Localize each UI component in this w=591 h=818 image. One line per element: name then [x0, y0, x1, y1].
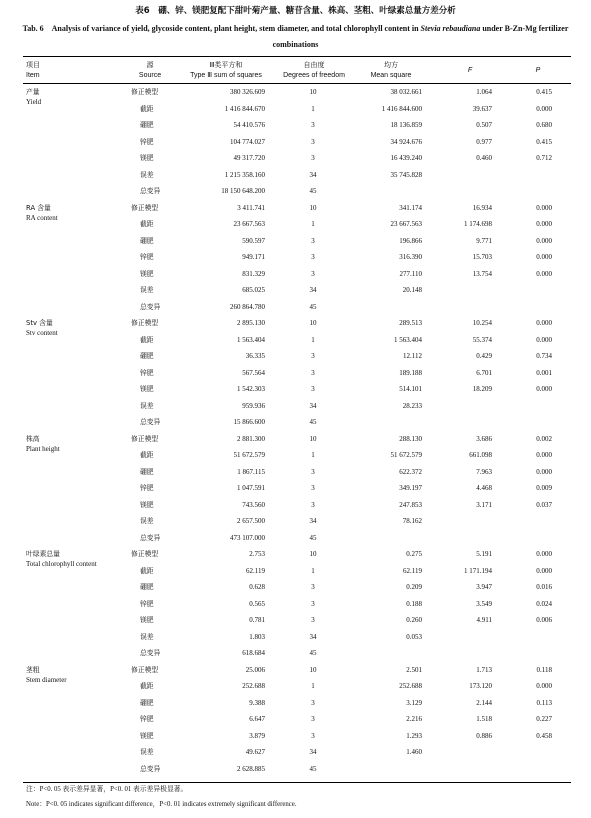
- cell-f-value: 6.701: [476, 368, 492, 377]
- cell-source: 修正模型: [131, 665, 159, 674]
- cell-sum-of-squares: 590.597: [242, 236, 265, 245]
- item-label-cn: 茎粗: [26, 665, 40, 674]
- cell-source: 镁肥: [140, 616, 154, 624]
- header-item: [26, 61, 86, 81]
- cell-f-value: 0.429: [476, 352, 492, 360]
- cell-source: 修正模型: [131, 88, 159, 96]
- cell-f-value: 1 171.194: [464, 566, 492, 575]
- cell-source: 硼肥: [140, 698, 154, 707]
- cell-source: 总变异: [140, 302, 161, 311]
- cell-degrees-of-freedom: 34: [309, 748, 317, 756]
- cell-p-value: 0.000: [536, 550, 552, 558]
- cell-sum-of-squares: 3 411.741: [237, 203, 265, 212]
- cell-sum-of-squares: 36.335: [245, 352, 265, 360]
- cell-mean-square: 62.119: [403, 566, 422, 575]
- cell-mean-square: 1.293: [406, 731, 422, 740]
- cell-degrees-of-freedom: 45: [309, 187, 317, 195]
- item-label-en: Yield: [26, 98, 42, 106]
- cell-source: 修正模型: [131, 550, 159, 558]
- cell-degrees-of-freedom: 3: [311, 616, 315, 624]
- cell-degrees-of-freedom: 3: [311, 236, 315, 245]
- cell-mean-square: 51 672.579: [390, 451, 422, 459]
- title-en-prefix: Tab. 6 Analysis of variance of yield, glycoside content, plant height, stem diameter, and total chlorophyll content in: [22, 24, 421, 33]
- header-source-cn: 源: [146, 62, 154, 69]
- cell-degrees-of-freedom: 45: [309, 764, 317, 773]
- cell-mean-square: 38 032.661: [390, 88, 422, 96]
- item-label-cn: 株高: [26, 434, 40, 443]
- cell-p-value: 0.000: [536, 319, 552, 327]
- header-df-cn: 自由度: [303, 62, 325, 69]
- cell-p-value: 0.006: [536, 616, 552, 624]
- cell-mean-square: 35 745.828: [390, 170, 422, 179]
- cell-sum-of-squares: 1 215 358.160: [224, 170, 265, 179]
- cell-mean-square: 0.053: [406, 632, 422, 641]
- cell-source: 锌肥: [140, 253, 154, 261]
- cell-mean-square: 23 667.563: [390, 220, 422, 228]
- cell-p-value: 0.000: [536, 104, 552, 113]
- cell-mean-square: 12.112: [403, 352, 422, 360]
- cell-degrees-of-freedom: 45: [309, 649, 317, 657]
- cell-sum-of-squares: 6.647: [249, 715, 265, 723]
- cell-f-value: 3.686: [476, 434, 492, 443]
- cell-source: 总变异: [140, 649, 161, 657]
- bottom-rule: [23, 782, 571, 783]
- cell-source: 总变异: [140, 533, 161, 542]
- cell-mean-square: 78.162: [402, 517, 422, 525]
- item-label-cn: Stv 含量: [26, 319, 53, 327]
- cell-f-value: 4.911: [476, 616, 492, 624]
- cell-p-value: 0.680: [536, 121, 552, 129]
- cell-p-value: 0.024: [536, 599, 552, 608]
- cell-source: 误差: [140, 170, 154, 179]
- cell-source: 修正模型: [131, 319, 159, 327]
- cell-source: 误差: [140, 632, 154, 641]
- cell-source: 硼肥: [140, 583, 154, 591]
- cell-p-value: 0.000: [536, 203, 552, 212]
- cell-source: 误差: [140, 401, 154, 410]
- cell-mean-square: 189.188: [399, 368, 422, 377]
- cell-degrees-of-freedom: 3: [311, 484, 315, 492]
- cell-mean-square: 1 563.404: [394, 335, 422, 344]
- cell-sum-of-squares: 51 672.579: [233, 451, 265, 459]
- cell-source: 误差: [140, 286, 154, 294]
- cell-p-value: 0.000: [536, 385, 552, 393]
- item-label-en: Total chlorophyll content: [26, 560, 97, 568]
- cell-sum-of-squares: 2.753: [249, 550, 265, 558]
- cell-f-value: 39.637: [472, 104, 492, 113]
- header-item-en: Item: [26, 72, 40, 79]
- cell-degrees-of-freedom: 1: [311, 104, 315, 113]
- header-f: F: [467, 67, 473, 74]
- cell-sum-of-squares: 618.684: [242, 649, 265, 657]
- cell-sum-of-squares: 1.803: [249, 632, 265, 641]
- cell-sum-of-squares: 25.006: [245, 665, 265, 674]
- cell-degrees-of-freedom: 34: [309, 401, 317, 410]
- header-ss: [176, 61, 276, 81]
- cell-degrees-of-freedom: 3: [311, 599, 315, 608]
- cell-sum-of-squares: 1 416 844.670: [224, 104, 265, 113]
- cell-sum-of-squares: 3.879: [249, 731, 265, 740]
- cell-f-value: 16.934: [472, 203, 492, 212]
- cell-f-value: 1.518: [476, 715, 492, 723]
- item-label-en: Plant height: [26, 444, 60, 453]
- cell-mean-square: 2.501: [406, 665, 422, 674]
- cell-sum-of-squares: 949.171: [242, 253, 265, 261]
- cell-sum-of-squares: 252.688: [242, 682, 265, 690]
- cell-source: 总变异: [140, 418, 161, 426]
- cell-mean-square: 289.513: [399, 319, 422, 327]
- cell-degrees-of-freedom: 3: [311, 500, 315, 509]
- cell-mean-square: 18 136.859: [390, 121, 422, 129]
- cell-source: 硼肥: [140, 121, 154, 129]
- cell-source: 截距: [140, 104, 154, 113]
- cell-p-value: 0.037: [536, 500, 552, 509]
- cell-mean-square: 196.866: [399, 236, 422, 245]
- cell-source: 修正模型: [131, 434, 159, 443]
- cell-sum-of-squares: 1 867.115: [237, 467, 265, 476]
- cell-p-value: 0.227: [536, 715, 552, 723]
- cell-degrees-of-freedom: 3: [311, 467, 315, 476]
- cell-mean-square: 34 924.676: [390, 137, 422, 146]
- cell-source: 锌肥: [140, 484, 154, 492]
- cell-degrees-of-freedom: 34: [309, 170, 317, 179]
- cell-degrees-of-freedom: 10: [309, 203, 317, 212]
- cell-f-value: 0.460: [476, 154, 492, 162]
- cell-source: 镁肥: [140, 731, 154, 740]
- header-ss-en: Type Ⅲ sum of squares: [190, 72, 262, 79]
- cell-mean-square: 252.688: [399, 682, 422, 690]
- cell-degrees-of-freedom: 10: [309, 319, 317, 327]
- cell-sum-of-squares: 959.936: [242, 401, 265, 410]
- cell-source: 截距: [140, 682, 154, 690]
- cell-p-value: 0.113: [536, 698, 552, 707]
- cell-mean-square: 349.197: [399, 484, 422, 492]
- cell-source: 镁肥: [140, 385, 154, 393]
- cell-source: 总变异: [140, 187, 161, 195]
- cell-sum-of-squares: 260 864.780: [230, 302, 265, 311]
- cell-sum-of-squares: 49 317.720: [233, 154, 265, 162]
- cell-source: 镁肥: [140, 500, 154, 509]
- header-ms-en: Mean square: [370, 72, 412, 79]
- cell-degrees-of-freedom: 3: [311, 269, 315, 278]
- cell-p-value: 0.000: [536, 236, 552, 245]
- cell-sum-of-squares: 2 628.885: [237, 764, 265, 773]
- cell-mean-square: 2.216: [406, 715, 422, 723]
- cell-degrees-of-freedom: 45: [309, 418, 317, 426]
- item-label-cn: 叶绿素总量: [26, 550, 60, 558]
- cell-sum-of-squares: 9.388: [249, 698, 265, 707]
- cell-mean-square: 0.209: [406, 583, 422, 591]
- cell-sum-of-squares: 380 326.609: [230, 88, 265, 96]
- cell-degrees-of-freedom: 3: [311, 368, 315, 377]
- cell-source: 锌肥: [140, 137, 154, 146]
- cell-sum-of-squares: 18 150 648.200: [221, 187, 265, 195]
- cell-f-value: 55.374: [472, 335, 492, 344]
- cell-degrees-of-freedom: 45: [309, 533, 317, 542]
- cell-source: 镁肥: [140, 154, 154, 162]
- cell-sum-of-squares: 0.565: [249, 599, 265, 608]
- cell-f-value: 3.947: [476, 583, 492, 591]
- cell-sum-of-squares: 1 563.404: [237, 335, 265, 344]
- cell-sum-of-squares: 831.329: [242, 269, 265, 278]
- cell-degrees-of-freedom: 34: [309, 517, 317, 525]
- cell-f-value: 1 174.698: [464, 220, 492, 228]
- cell-f-value: 173.120: [469, 682, 492, 690]
- cell-source: 锌肥: [140, 715, 154, 723]
- top-rule: [23, 56, 571, 57]
- cell-p-value: 0.734: [536, 352, 552, 360]
- cell-f-value: 0.977: [476, 137, 492, 146]
- header-item-cn: 项目: [26, 62, 40, 69]
- cell-p-value: 0.000: [536, 467, 552, 476]
- cell-degrees-of-freedom: 1: [311, 682, 315, 690]
- cell-p-value: 0.009: [536, 484, 552, 492]
- cell-sum-of-squares: 2 895.130: [237, 319, 265, 327]
- cell-degrees-of-freedom: 3: [311, 583, 315, 591]
- cell-f-value: 5.191: [476, 550, 492, 558]
- cell-source: 截距: [140, 566, 154, 575]
- cell-degrees-of-freedom: 1: [311, 335, 315, 344]
- cell-degrees-of-freedom: 10: [309, 434, 317, 443]
- item-label-cn: RA 含量: [26, 203, 51, 212]
- cell-f-value: 15.703: [472, 253, 492, 261]
- cell-mean-square: 1.460: [406, 748, 422, 756]
- cell-sum-of-squares: 1 542.303: [237, 385, 265, 393]
- cell-source: 总变异: [140, 764, 161, 773]
- cell-degrees-of-freedom: 1: [311, 566, 315, 575]
- header-source: [118, 61, 182, 81]
- cell-source: 硼肥: [140, 467, 154, 476]
- header-df: [274, 61, 354, 81]
- cell-f-value: 661.098: [469, 451, 492, 459]
- cell-mean-square: 247.853: [399, 500, 422, 509]
- item-label-cn: 产量: [26, 88, 40, 96]
- cell-f-value: 1.713: [476, 665, 492, 674]
- cell-source: 锌肥: [140, 368, 154, 377]
- cell-sum-of-squares: 54 410.576: [233, 121, 265, 129]
- header-ss-cn: Ⅲ类平方和: [209, 62, 243, 69]
- cell-mean-square: 341.174: [399, 203, 422, 212]
- cell-p-value: 0.712: [536, 154, 552, 162]
- cell-mean-square: 20.148: [402, 286, 422, 294]
- cell-mean-square: 0.275: [406, 550, 422, 558]
- cell-degrees-of-freedom: 3: [311, 121, 315, 129]
- cell-degrees-of-freedom: 3: [311, 352, 315, 360]
- cell-p-value: 0.458: [536, 731, 552, 740]
- cell-sum-of-squares: 104 774.027: [230, 137, 265, 146]
- cell-sum-of-squares: 473 107.000: [230, 533, 265, 542]
- cell-mean-square: 316.390: [399, 253, 422, 261]
- cell-mean-square: 28.233: [402, 401, 422, 410]
- cell-sum-of-squares: 0.781: [249, 616, 265, 624]
- note-cn: 注：P<0. 05 表示差异显著，P<0. 01 表示差异极显著。: [26, 786, 188, 793]
- cell-source: 硼肥: [140, 236, 154, 245]
- cell-degrees-of-freedom: 34: [309, 286, 317, 294]
- cell-degrees-of-freedom: 3: [311, 715, 315, 723]
- cell-f-value: 4.468: [476, 484, 492, 492]
- cell-p-value: 0.000: [536, 253, 552, 261]
- cell-degrees-of-freedom: 10: [309, 665, 317, 674]
- cell-degrees-of-freedom: 3: [311, 731, 315, 740]
- cell-f-value: 3.171: [476, 500, 492, 509]
- title-en-suffix: under B-Zn-Mg fertilizer combinations: [272, 24, 569, 49]
- cell-mean-square: 514.101: [399, 385, 422, 393]
- cell-f-value: 2.144: [476, 698, 492, 707]
- cell-degrees-of-freedom: 3: [311, 698, 315, 707]
- cell-degrees-of-freedom: 34: [309, 632, 317, 641]
- cell-sum-of-squares: 15 866.600: [233, 418, 265, 426]
- cell-source: 修正模型: [131, 203, 159, 212]
- cell-p-value: 0.002: [536, 434, 552, 443]
- cell-mean-square: 16 439.240: [390, 154, 422, 162]
- item-label-en: RA content: [26, 213, 58, 222]
- item-label-en: Stv content: [26, 329, 58, 337]
- cell-p-value: 0.000: [536, 451, 552, 459]
- title-en-species: Stevia rebaudiana: [420, 24, 481, 33]
- cell-f-value: 18.209: [472, 385, 492, 393]
- header-p: P: [535, 67, 541, 74]
- header-ms-cn: 均方: [384, 62, 398, 69]
- cell-mean-square: 288.130: [399, 434, 422, 443]
- cell-degrees-of-freedom: 3: [311, 253, 315, 261]
- table-title-en: [20, 21, 571, 53]
- cell-sum-of-squares: 1 047.591: [237, 484, 265, 492]
- cell-mean-square: 277.110: [399, 269, 422, 278]
- cell-source: 锌肥: [140, 599, 154, 608]
- cell-degrees-of-freedom: 1: [311, 220, 315, 228]
- cell-source: 误差: [140, 517, 154, 525]
- cell-sum-of-squares: 685.025: [242, 286, 265, 294]
- cell-p-value: 0.415: [536, 88, 552, 96]
- cell-f-value: 0.507: [476, 121, 492, 129]
- cell-p-value: 0.000: [536, 269, 552, 278]
- cell-f-value: 0.886: [476, 731, 492, 740]
- cell-p-value: 0.016: [536, 583, 552, 591]
- cell-sum-of-squares: 2 657.500: [237, 517, 265, 525]
- cell-degrees-of-freedom: 1: [311, 451, 315, 459]
- cell-sum-of-squares: 49.627: [245, 748, 265, 756]
- cell-p-value: 0.118: [536, 665, 552, 674]
- cell-p-value: 0.000: [536, 335, 552, 344]
- cell-f-value: 7.963: [476, 467, 492, 476]
- header-df-en: Degrees of freedom: [283, 72, 345, 79]
- cell-degrees-of-freedom: 3: [311, 385, 315, 393]
- note-en: Note：P<0. 05 indicates significant difference，P<0. 01 indicates extremely significant difference.: [26, 801, 297, 808]
- cell-degrees-of-freedom: 45: [309, 302, 317, 311]
- cell-mean-square: 622.372: [399, 467, 422, 476]
- cell-mean-square: 0.188: [406, 599, 422, 608]
- cell-sum-of-squares: 23 667.563: [233, 220, 265, 228]
- cell-f-value: 9.771: [476, 236, 492, 245]
- cell-p-value: 0.000: [536, 566, 552, 575]
- cell-f-value: 10.254: [472, 319, 492, 327]
- cell-p-value: 0.415: [536, 137, 552, 146]
- header-ms: [356, 61, 426, 81]
- cell-sum-of-squares: 567.564: [242, 368, 265, 377]
- cell-source: 截距: [140, 451, 154, 459]
- cell-f-value: 3.549: [476, 599, 492, 608]
- item-label-en: Stem diameter: [26, 675, 67, 684]
- cell-mean-square: 3.129: [406, 698, 422, 707]
- cell-sum-of-squares: 743.560: [242, 500, 265, 509]
- cell-degrees-of-freedom: 3: [311, 137, 315, 146]
- cell-source: 截距: [140, 220, 154, 228]
- table-title-cn: 表6 硼、锌、镁肥复配下甜叶菊产量、糖苷含量、株高、茎粗、叶绿素总量方差分析: [135, 6, 456, 16]
- cell-p-value: 0.000: [536, 682, 552, 690]
- cell-degrees-of-freedom: 10: [309, 88, 317, 96]
- cell-source: 误差: [140, 748, 154, 756]
- cell-f-value: 1.064: [476, 88, 492, 96]
- cell-source: 硼肥: [140, 352, 154, 360]
- cell-source: 截距: [140, 335, 154, 344]
- cell-mean-square: 1 416 844.600: [381, 104, 422, 113]
- cell-degrees-of-freedom: 10: [309, 550, 317, 558]
- header-rule: [23, 83, 571, 84]
- cell-degrees-of-freedom: 3: [311, 154, 315, 162]
- cell-source: 镁肥: [140, 269, 154, 278]
- cell-mean-square: 0.260: [406, 616, 422, 624]
- cell-sum-of-squares: 62.119: [246, 566, 265, 575]
- cell-p-value: 0.001: [536, 368, 552, 377]
- header-source-en: Source: [138, 72, 162, 79]
- cell-sum-of-squares: 2 881.300: [237, 434, 265, 443]
- cell-sum-of-squares: 0.628: [249, 583, 265, 591]
- cell-f-value: 13.754: [472, 269, 492, 278]
- cell-p-value: 0.000: [536, 220, 552, 228]
